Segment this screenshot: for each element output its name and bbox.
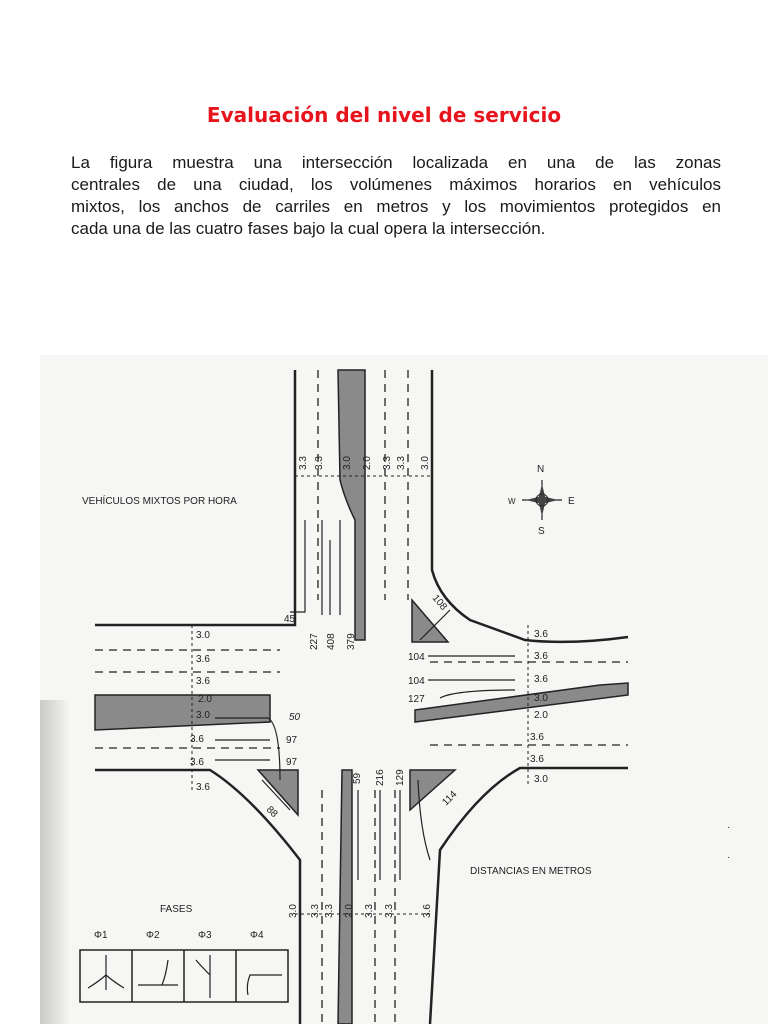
width-label: 3.6 <box>196 782 210 793</box>
width-label: 3.0 <box>342 456 353 470</box>
north-median <box>338 370 365 640</box>
width-label: 3.3 <box>396 456 407 470</box>
width-label: 3.0 <box>196 710 210 721</box>
width-label: 3.0 <box>288 904 299 918</box>
east-median <box>415 683 628 722</box>
phases-label: FASES <box>160 904 193 915</box>
volume-label: 108 <box>429 592 449 613</box>
paragraph-line: centrales de una ciudad, los volúmenes máximos horarios en vehículos <box>71 175 721 194</box>
width-label: 3.3 <box>364 904 375 918</box>
width-label: 3.6 <box>190 757 204 768</box>
width-label: 2.0 <box>362 456 373 470</box>
phase-label: Φ2 <box>146 930 160 941</box>
movement-arrow <box>290 520 305 612</box>
volume-label: 227 <box>309 633 320 650</box>
width-label: 3.3 <box>310 904 321 918</box>
road-edge-se <box>430 768 628 1024</box>
scan-mark: · <box>727 852 731 863</box>
compass-w: W <box>508 497 516 506</box>
width-label: 2.0 <box>344 904 355 918</box>
width-label: 3.0 <box>534 693 548 704</box>
compass-e: E <box>568 496 575 507</box>
distances-label: DISTANCIAS EN METROS <box>470 866 592 877</box>
island-sw <box>258 770 298 815</box>
volume-label: 97 <box>286 735 298 746</box>
volume-label: 59 <box>352 772 363 784</box>
width-label: 3.6 <box>530 754 544 765</box>
compass-s: S <box>538 526 545 537</box>
width-label: 3.0 <box>534 774 548 785</box>
volume-label: 216 <box>375 769 386 786</box>
width-label: 3.6 <box>196 676 210 687</box>
width-label: 3.6 <box>530 732 544 743</box>
width-label: 3.6 <box>196 654 210 665</box>
volume-label: 97 <box>286 757 298 768</box>
volume-label: 104 <box>408 652 425 663</box>
width-label: 3.3 <box>382 456 393 470</box>
width-label: 3.6 <box>534 674 548 685</box>
volume-label: 408 <box>326 633 337 650</box>
width-label: 3.6 <box>534 629 548 640</box>
south-median <box>338 770 352 1024</box>
volume-label: 50 <box>289 712 301 723</box>
phase-label: Φ1 <box>94 930 108 941</box>
width-label: 3.0 <box>196 630 210 641</box>
paragraph-line: cada una de las cuatro fases bajo la cual opera la intersección. <box>71 219 546 238</box>
phase-diagram <box>80 930 288 1002</box>
volume-label: 127 <box>408 694 425 705</box>
volume-label: 129 <box>395 769 406 786</box>
paragraph-line: mixtos, los anchos de carriles en metros y los movimientos protegidos en <box>71 197 721 216</box>
volume-label: 88 <box>263 804 280 820</box>
compass-n: N <box>537 464 545 475</box>
compass-rose-icon <box>508 464 575 537</box>
width-label: 2.0 <box>198 694 212 705</box>
width-label: 3.3 <box>384 904 395 918</box>
width-label: 3.6 <box>190 734 204 745</box>
width-label: 3.3 <box>324 904 335 918</box>
width-label: 3.3 <box>298 456 309 470</box>
width-label: 3.6 <box>422 904 433 918</box>
volume-label: 114 <box>440 789 460 809</box>
movement-arrow <box>440 690 515 698</box>
width-label: 3.0 <box>420 456 431 470</box>
width-label: 3.6 <box>534 651 548 662</box>
phase-label: Φ4 <box>250 930 264 941</box>
paragraph-line: La figura muestra una intersección localizada en una de las zonas <box>71 153 721 172</box>
width-label: 2.0 <box>534 710 548 721</box>
west-median <box>95 695 270 730</box>
scan-mark: · <box>727 822 731 833</box>
road-edge-ne <box>429 370 628 642</box>
page-title: Evaluación del nivel de servicio <box>206 103 562 127</box>
volume-label: 104 <box>408 676 425 687</box>
width-label: 3.3 <box>314 456 325 470</box>
volume-label: 379 <box>346 633 357 650</box>
volume-label: 45 <box>284 614 296 625</box>
phase-label: Φ3 <box>198 930 212 941</box>
vehicles-label: VEHÍCULOS MIXTOS POR HORA <box>82 496 237 507</box>
